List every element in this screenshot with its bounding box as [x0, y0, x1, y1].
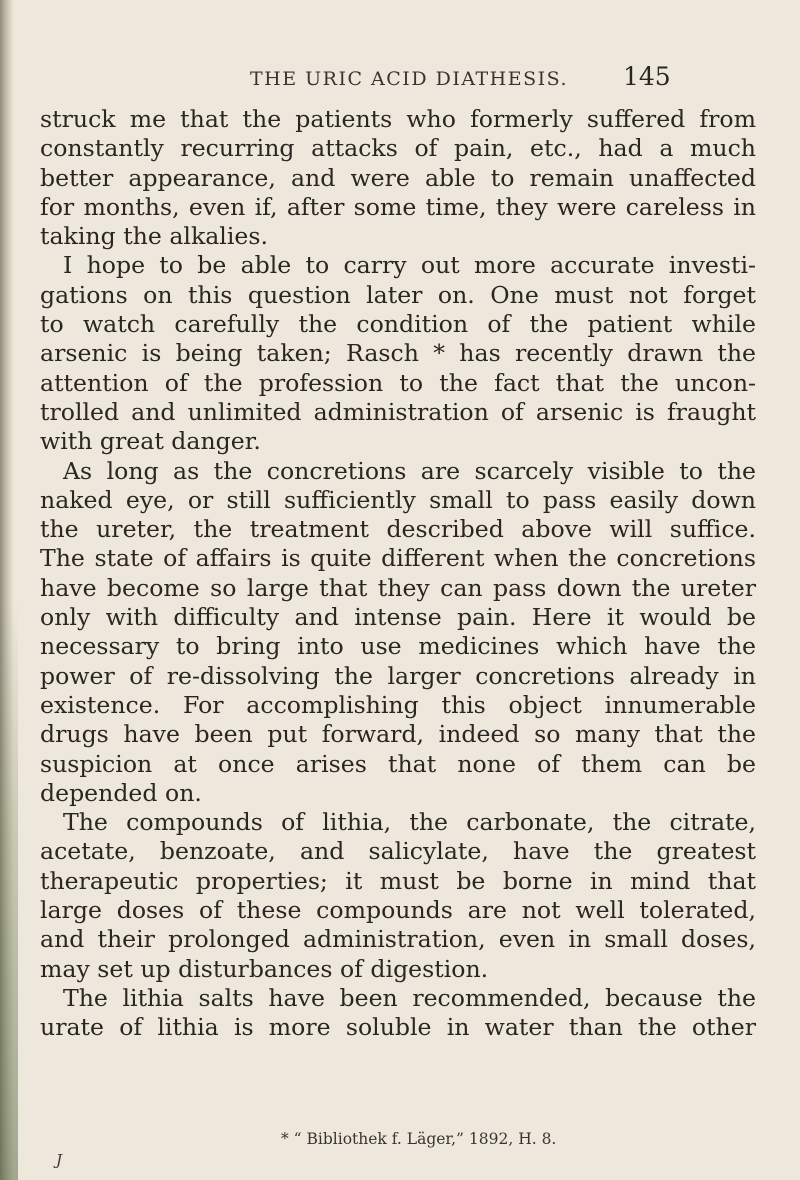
text-line: power of re-dissolving the larger concretions already in	[40, 661, 756, 690]
text-line: necessary to bring into use medicines which have the	[40, 632, 756, 661]
text-line: have become so large that they can pass down the ureter	[40, 573, 756, 602]
text-line: attention of the profession to the fact that the uncon-	[40, 368, 756, 397]
paragraph-start-line: As long as the concretions are scarcely visible to the	[63, 456, 756, 485]
text-line: acetate, benzoate, and salicylate, have the greatest	[40, 837, 756, 866]
text-line: gations on this question later on. One must not forget	[40, 280, 756, 309]
text-line: depended on.	[40, 778, 202, 807]
text-line: drugs have been put forward, indeed so many that the	[40, 720, 756, 749]
body-text	[40, 105, 756, 1043]
text-line: only with difficulty and intense pain. Here it would be	[40, 603, 756, 632]
text-line: existence. For accomplishing this object innumerable	[40, 690, 756, 719]
text-line: may set up disturbances of digestion.	[40, 954, 489, 983]
paragraph-start-line: I hope to be able to carry out more accurate investi-	[63, 251, 756, 280]
text-line: naked eye, or still sufficiently small to pass easily down	[40, 485, 756, 514]
text-line: to watch carefully the condition of the patient while	[40, 310, 756, 339]
text-line: and their prolonged administration, even in small doses,	[40, 925, 756, 954]
text-line: arsenic is being taken; Rasch * has recently drawn the	[40, 339, 756, 368]
text-line: constantly recurring attacks of pain, etc., had a much	[40, 134, 756, 163]
text-line: urate of lithia is more soluble in water than the other	[40, 1013, 756, 1042]
text-line: with great danger.	[40, 427, 261, 456]
paragraph-start-line: The compounds of lithia, the carbonate, the citrate,	[63, 808, 756, 837]
page-header	[0, 62, 800, 98]
paragraph-start-line: The lithia salts have been recommended, because the	[63, 983, 756, 1012]
page-edge-stain	[0, 600, 18, 1180]
footnote: * “ Bibliothek f. Läger,” 1892, H. 8.	[281, 1130, 557, 1148]
running-head: THE URIC ACID DIATHESIS.	[250, 68, 569, 90]
text-line: large doses of these compounds are not well tolerated,	[40, 896, 756, 925]
text-line: The state of affairs is quite different when the concretions	[40, 544, 756, 573]
text-line: suspicion at once arises that none of them can be	[40, 749, 756, 778]
signature-mark: J	[56, 1151, 63, 1169]
text-line: struck me that the patients who formerly suffered from	[40, 105, 756, 133]
text-line: trolled and unlimited administration of arsenic is fraught	[40, 397, 756, 426]
page-number: 145	[623, 62, 671, 91]
text-line: therapeutic properties; it must be borne in mind that	[40, 866, 756, 895]
text-line: taking the alkalies.	[40, 222, 268, 251]
text-line: better appearance, and were able to remain unaffected	[40, 163, 756, 192]
text-line: for months, even if, after some time, they were careless in	[40, 192, 756, 221]
text-line: the ureter, the treatment described above will suffice.	[40, 515, 756, 544]
